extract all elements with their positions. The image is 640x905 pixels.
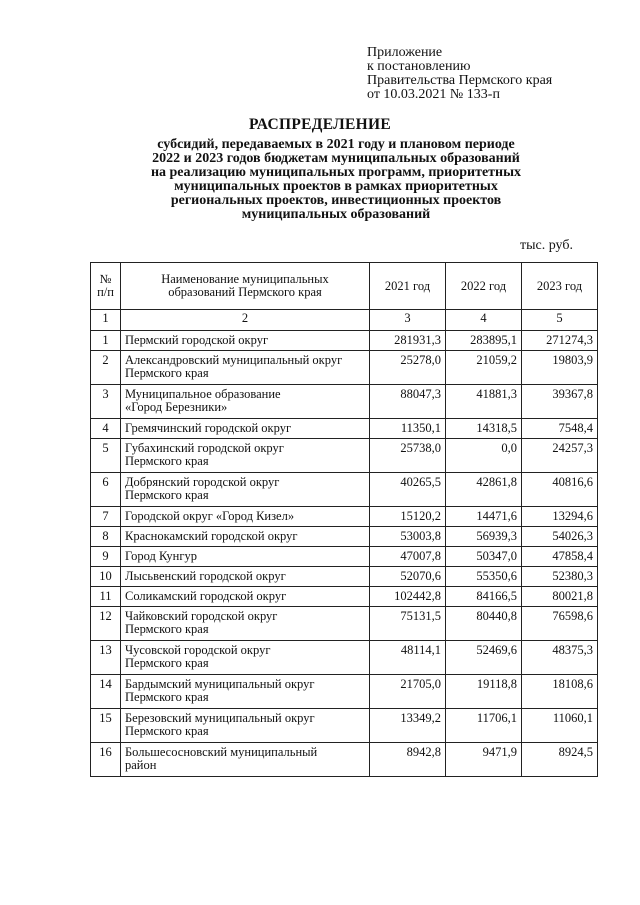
- row-number: 11: [91, 587, 121, 607]
- column-index: 5: [522, 310, 598, 331]
- municipality-name-line: Березовский муниципальный округ: [125, 711, 315, 725]
- column-index: 2: [121, 310, 370, 331]
- value-y2023: 47858,4: [522, 547, 598, 567]
- value-y2021: 88047,3: [370, 385, 446, 419]
- subtitle-line: на реализацию муниципальных программ, приоритетных: [150, 165, 522, 180]
- value-y2021: 75131,5: [370, 607, 446, 641]
- value-y2022: 80440,8: [446, 607, 522, 641]
- document-subtitle: [110, 138, 562, 222]
- table-row: [91, 385, 598, 419]
- municipality-name: [121, 351, 370, 385]
- value-y2021: 281931,3: [370, 331, 446, 351]
- value-y2022: 14471,6: [446, 507, 522, 527]
- unit-label: тыс. руб.: [520, 238, 573, 253]
- municipality-name-line: Пермского края: [125, 690, 209, 704]
- row-number: 15: [91, 709, 121, 743]
- value-y2021: 102442,8: [370, 587, 446, 607]
- row-number: 5: [91, 439, 121, 473]
- subtitle-line: 2022 и 2023 годов бюджетам муниципальных образований: [152, 151, 520, 166]
- row-number: 3: [91, 385, 121, 419]
- subtitle-line: региональных проектов, инвестиционных проектов: [170, 193, 502, 208]
- municipality-name-line: Большесосновский муниципальный: [125, 745, 318, 759]
- header-2021: 2021 год: [370, 263, 446, 310]
- table-row: [91, 641, 598, 675]
- row-number: 12: [91, 607, 121, 641]
- header-name-line: образований Пермского края: [168, 285, 322, 299]
- table-row: [91, 675, 598, 709]
- value-y2023: 18108,6: [522, 675, 598, 709]
- header-num-line: п/п: [97, 285, 114, 299]
- table-row: [91, 473, 598, 507]
- header-2023: 2023 год: [522, 263, 598, 310]
- value-y2021: 52070,6: [370, 567, 446, 587]
- row-number: 9: [91, 547, 121, 567]
- municipality-name: [121, 567, 370, 587]
- column-index: 4: [446, 310, 522, 331]
- municipality-name: [121, 743, 370, 777]
- value-y2022: 283895,1: [446, 331, 522, 351]
- municipality-name-line: Пермского края: [125, 656, 209, 670]
- appendix-line: от 10.03.2021 № 133-п: [367, 87, 500, 102]
- value-y2023: 40816,6: [522, 473, 598, 507]
- value-y2023: 13294,6: [522, 507, 598, 527]
- value-y2022: 9471,9: [446, 743, 522, 777]
- value-y2023: 271274,3: [522, 331, 598, 351]
- value-y2022: 42861,8: [446, 473, 522, 507]
- column-index-row: [91, 310, 598, 331]
- value-y2022: 21059,2: [446, 351, 522, 385]
- value-y2023: 11060,1: [522, 709, 598, 743]
- value-y2023: 7548,4: [522, 419, 598, 439]
- header-name: [121, 263, 370, 310]
- value-y2021: 47007,8: [370, 547, 446, 567]
- municipality-name: [121, 419, 370, 439]
- value-y2021: 11350,1: [370, 419, 446, 439]
- table-row: [91, 351, 598, 385]
- value-y2022: 14318,5: [446, 419, 522, 439]
- header-num: [91, 263, 121, 310]
- municipality-name: [121, 547, 370, 567]
- row-number: 13: [91, 641, 121, 675]
- row-number: 14: [91, 675, 121, 709]
- value-y2022: 55350,6: [446, 567, 522, 587]
- municipality-name: [121, 331, 370, 351]
- municipality-name: [121, 641, 370, 675]
- table-row: [91, 507, 598, 527]
- row-number: 16: [91, 743, 121, 777]
- value-y2021: 40265,5: [370, 473, 446, 507]
- value-y2023: 76598,6: [522, 607, 598, 641]
- appendix-line: Приложение: [367, 45, 443, 60]
- municipality-name-line: Чусовской городской округ: [125, 643, 271, 657]
- municipality-name-line: Александровский муниципальный округ: [125, 353, 343, 367]
- value-y2021: 25278,0: [370, 351, 446, 385]
- row-number: 1: [91, 331, 121, 351]
- value-y2021: 25738,0: [370, 439, 446, 473]
- municipality-name: [121, 527, 370, 547]
- header-2022: 2022 год: [446, 263, 522, 310]
- municipality-name: [121, 385, 370, 419]
- municipality-name: [121, 507, 370, 527]
- municipality-name-line: Гремячинский городской округ: [125, 421, 292, 435]
- column-index: 1: [91, 310, 121, 331]
- value-y2021: 13349,2: [370, 709, 446, 743]
- table-row: [91, 587, 598, 607]
- row-number: 6: [91, 473, 121, 507]
- value-y2022: 84166,5: [446, 587, 522, 607]
- municipality-name-line: Краснокамский городской округ: [125, 529, 298, 543]
- table-row: [91, 527, 598, 547]
- municipality-name-line: Соликамский городской округ: [125, 589, 287, 603]
- value-y2021: 48114,1: [370, 641, 446, 675]
- municipality-name-line: Пермского края: [125, 488, 209, 502]
- value-y2022: 0,0: [446, 439, 522, 473]
- value-y2022: 19118,8: [446, 675, 522, 709]
- value-y2021: 53003,8: [370, 527, 446, 547]
- appendix-block: [367, 46, 552, 102]
- municipality-name: [121, 675, 370, 709]
- column-index: 3: [370, 310, 446, 331]
- appendix-line: к постановлению: [367, 59, 471, 74]
- value-y2023: 52380,3: [522, 567, 598, 587]
- value-y2022: 56939,3: [446, 527, 522, 547]
- value-y2023: 54026,3: [522, 527, 598, 547]
- row-number: 8: [91, 527, 121, 547]
- table-row: [91, 607, 598, 641]
- subtitle-line: муниципальных образований: [241, 207, 431, 222]
- municipality-name: [121, 709, 370, 743]
- value-y2023: 8924,5: [522, 743, 598, 777]
- municipality-name-line: район: [125, 758, 157, 772]
- value-y2023: 24257,3: [522, 439, 598, 473]
- municipality-name: [121, 473, 370, 507]
- municipality-name: [121, 587, 370, 607]
- value-y2021: 8942,8: [370, 743, 446, 777]
- table-row: [91, 743, 598, 777]
- table-row: [91, 439, 598, 473]
- table-header-row: [91, 263, 598, 310]
- municipality-name: [121, 439, 370, 473]
- municipality-name-line: Пермского края: [125, 724, 209, 738]
- municipality-name-line: Город Кунгур: [125, 549, 197, 563]
- header-name-line: Наименование муниципальных: [161, 272, 329, 286]
- municipality-name: [121, 607, 370, 641]
- municipality-name-line: «Город Березники»: [125, 400, 228, 414]
- value-y2021: 15120,2: [370, 507, 446, 527]
- subtitle-line: субсидий, передаваемых в 2021 году и плановом периоде: [157, 137, 515, 152]
- municipality-name-line: Пермский городской округ: [125, 333, 269, 347]
- municipality-name-line: Городской округ «Город Кизел»: [125, 509, 295, 523]
- subsidy-table: [90, 262, 598, 777]
- municipality-name-line: Лысьвенский городской округ: [125, 569, 286, 583]
- table-row: [91, 331, 598, 351]
- table-row: [91, 547, 598, 567]
- municipality-name-line: Губахинский городской округ: [125, 441, 284, 455]
- value-y2023: 39367,8: [522, 385, 598, 419]
- value-y2022: 41881,3: [446, 385, 522, 419]
- header-num-line: №: [99, 272, 112, 286]
- municipality-name-line: Чайковский городской округ: [125, 609, 278, 623]
- appendix-line: Правительства Пермского края: [367, 73, 553, 88]
- value-y2022: 11706,1: [446, 709, 522, 743]
- row-number: 7: [91, 507, 121, 527]
- row-number: 10: [91, 567, 121, 587]
- value-y2022: 50347,0: [446, 547, 522, 567]
- row-number: 4: [91, 419, 121, 439]
- municipality-name-line: Бардымский муниципальный округ: [125, 677, 315, 691]
- municipality-name-line: Добрянский городской округ: [125, 475, 280, 489]
- value-y2023: 19803,9: [522, 351, 598, 385]
- municipality-name-line: Муниципальное образование: [125, 387, 281, 401]
- municipality-name-line: Пермского края: [125, 366, 209, 380]
- value-y2023: 48375,3: [522, 641, 598, 675]
- table-row: [91, 567, 598, 587]
- document-title: РАСПРЕДЕЛЕНИЕ: [249, 116, 391, 133]
- table-row: [91, 709, 598, 743]
- row-number: 2: [91, 351, 121, 385]
- municipality-name-line: Пермского края: [125, 622, 209, 636]
- value-y2023: 80021,8: [522, 587, 598, 607]
- table-row: [91, 419, 598, 439]
- subtitle-line: муниципальных проектов в рамках приоритетных: [174, 179, 498, 194]
- value-y2022: 52469,6: [446, 641, 522, 675]
- municipality-name-line: Пермского края: [125, 454, 209, 468]
- value-y2021: 21705,0: [370, 675, 446, 709]
